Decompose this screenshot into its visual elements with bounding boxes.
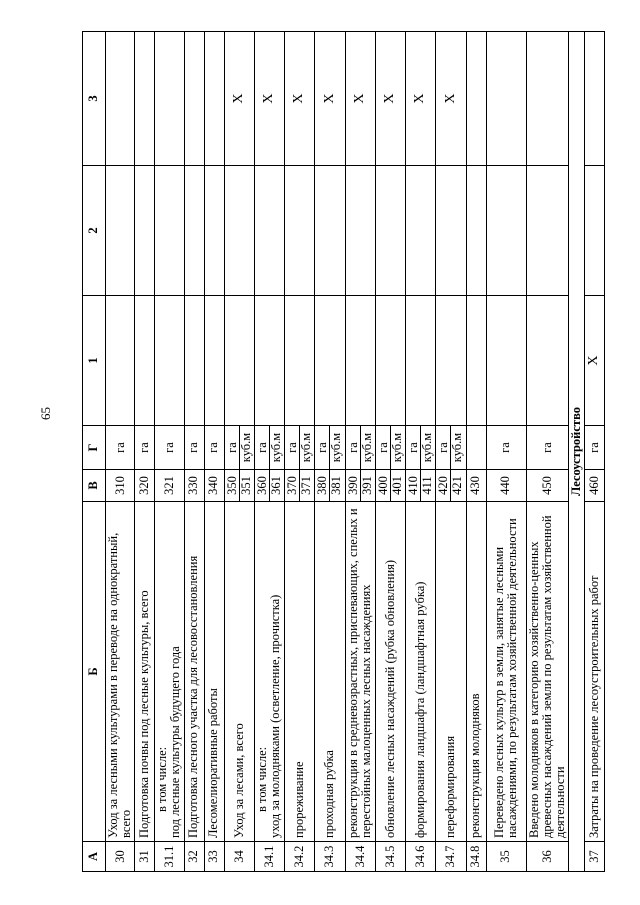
indicator-text: Лесомелиоративные работы (206, 688, 221, 838)
cell-row-code: 34.3 (315, 842, 345, 872)
unit-2: куб.м (239, 426, 253, 469)
cell-col-3 (204, 32, 224, 166)
cell-col-2 (155, 166, 184, 296)
cell-unit (345, 426, 375, 470)
cell-unit (155, 426, 184, 470)
indicator-text: Введено молодняков в категорию хозяйственно-ценных древесных насаждений земли по результатам хозяйственной деятельности (526, 515, 567, 838)
unit: га (539, 442, 554, 453)
cell-unit (224, 426, 254, 470)
cell-line-code (436, 470, 466, 502)
cell-line-code (106, 470, 135, 502)
cell-col-1 (204, 296, 224, 426)
header-cell-1: 1 (83, 296, 106, 426)
indicator-text: Уход за лесами, всего (231, 723, 246, 838)
cell-indicator-name (285, 502, 315, 842)
line-code: 320 (137, 476, 152, 495)
section-row (568, 32, 584, 872)
cell-col-3: X (436, 32, 466, 166)
cell-line-code (526, 470, 568, 502)
cell-indicator-name (375, 502, 405, 842)
table-row (106, 32, 135, 872)
cell-unit (486, 426, 526, 470)
cell-col-3 (486, 32, 526, 166)
section-title: Лесоустройство (568, 32, 584, 872)
unit: га (345, 442, 360, 453)
indicator-text: Подготовка почвы под лесные культуры, всего (137, 590, 152, 838)
indicator-text: проходная рубка (322, 750, 337, 838)
cell-col-1 (526, 296, 568, 426)
cell-col-2 (135, 166, 155, 296)
indicator-text: под лесные культуры будущего года (168, 646, 183, 838)
cell-indicator-name (224, 502, 254, 842)
line-code: 350 (224, 476, 239, 495)
cell-row-code: 33 (204, 842, 224, 872)
cell-col-2 (466, 166, 486, 296)
table-row (466, 32, 486, 872)
indicator-prefix: в том числе: (255, 746, 270, 812)
cell-row-code: 34.4 (345, 842, 375, 872)
cell-line-code (315, 470, 345, 502)
cell-row-code: 37 (585, 842, 605, 872)
cell-row-code: 34.8 (466, 842, 486, 872)
cell-line-code (345, 470, 375, 502)
cell-line-code (375, 470, 405, 502)
cell-indicator-name (436, 502, 466, 842)
cell-indicator-name (135, 502, 155, 842)
cell-row-code: 34.2 (285, 842, 315, 872)
cell-line-code (155, 470, 184, 502)
cell-unit (375, 426, 405, 470)
cell-indicator-name (254, 502, 284, 842)
cell-col-1 (106, 296, 135, 426)
cell-col-2 (106, 166, 135, 296)
unit-2: куб.м (269, 426, 283, 469)
cell-col-2 (285, 166, 315, 296)
cell-indicator-name (486, 502, 526, 842)
table-row (254, 32, 284, 872)
line-code: 460 (586, 476, 601, 495)
cell-col-1 (315, 296, 345, 426)
header-cell-b: Б (83, 502, 106, 842)
cell-col-1 (135, 296, 155, 426)
cell-line-code (466, 470, 486, 502)
cell-col-3: X (375, 32, 405, 166)
line-code: 340 (206, 476, 221, 495)
cell-row-code: 34.1 (254, 842, 284, 872)
cell-unit (436, 426, 466, 470)
header-cell-g: Г (83, 426, 106, 470)
indicator-text: уход за молодняками (осветление, прочистка) (268, 594, 283, 838)
cell-col-1 (254, 296, 284, 426)
cell-col-2 (204, 166, 224, 296)
table-row (436, 32, 466, 872)
header-cell-a: А (83, 842, 106, 872)
cell-col-1 (345, 296, 375, 426)
cell-unit (406, 426, 436, 470)
cell-col-1 (224, 296, 254, 426)
cell-line-code (204, 470, 224, 502)
cell-col-3 (585, 32, 605, 166)
cell-indicator-name (345, 502, 375, 842)
header-cell-2: 2 (83, 166, 106, 296)
cell-col-2 (184, 166, 204, 296)
cell-col-2 (406, 166, 436, 296)
cell-row-code: 35 (486, 842, 526, 872)
cell-col-3 (184, 32, 204, 166)
cell-col-2 (526, 166, 568, 296)
cell-row-code: 34 (224, 842, 254, 872)
cell-col-3: X (224, 32, 254, 166)
unit-2: куб.м (420, 426, 434, 469)
unit: га (498, 442, 513, 453)
cell-row-code: 31 (135, 842, 155, 872)
unit-2: куб.м (390, 426, 404, 469)
table-row (155, 32, 184, 872)
indicator-text: прореживание (292, 761, 307, 838)
report-table (82, 31, 605, 872)
cell-unit (315, 426, 345, 470)
unit: га (375, 442, 390, 453)
cell-unit (254, 426, 284, 470)
cell-row-code: 31.1 (155, 842, 184, 872)
unit: га (224, 442, 239, 453)
line-code: 330 (186, 476, 201, 495)
cell-col-2 (486, 166, 526, 296)
cell-unit (106, 426, 135, 470)
cell-line-code (486, 470, 526, 502)
cell-indicator-name (406, 502, 436, 842)
cell-col-2 (224, 166, 254, 296)
cell-indicator-name (585, 502, 605, 842)
header-cell-3: 3 (83, 32, 106, 166)
unit-2: куб.м (329, 426, 343, 469)
cell-col-3: X (254, 32, 284, 166)
line-code: 380 (315, 476, 330, 495)
cell-col-1 (285, 296, 315, 426)
cell-col-1: X (585, 296, 605, 426)
table-body (106, 32, 605, 872)
indicator-text: Уход за лесными культурами в переводе на однократный, всего (106, 532, 134, 838)
line-code-2: 351 (239, 470, 253, 501)
cell-unit (285, 426, 315, 470)
cell-row-code: 36 (526, 842, 568, 872)
indicator-text: Затраты на проведение лесоустроительных работ (586, 575, 601, 838)
unit: га (161, 442, 176, 453)
line-code: 440 (498, 476, 513, 495)
table-row (486, 32, 526, 872)
line-code: 450 (539, 476, 554, 495)
unit: га (586, 442, 601, 453)
cell-col-1 (184, 296, 204, 426)
cell-line-code (585, 470, 605, 502)
line-code-2: 381 (329, 470, 343, 501)
table-row (204, 32, 224, 872)
cell-col-3: X (285, 32, 315, 166)
table-row (585, 32, 605, 872)
cell-indicator-name (204, 502, 224, 842)
cell-row-code: 34.6 (406, 842, 436, 872)
table-row (184, 32, 204, 872)
indicator-text: реконструкция в средневозрастных, приспевающих, спелых и перестойных малоценных лесных насаждениях (346, 508, 374, 838)
cell-row-code: 30 (106, 842, 135, 872)
cell-indicator-name (184, 502, 204, 842)
table-row (135, 32, 155, 872)
line-code: 370 (285, 476, 299, 495)
cell-col-2 (375, 166, 405, 296)
line-code: 420 (436, 476, 451, 495)
indicator-prefix: в том числе: (155, 746, 170, 812)
line-code-2: 391 (360, 470, 374, 501)
cell-row-code: 34.7 (436, 842, 466, 872)
cell-col-1 (406, 296, 436, 426)
unit: га (285, 442, 299, 453)
table-row (315, 32, 345, 872)
cell-col-1 (466, 296, 486, 426)
cell-col-3 (526, 32, 568, 166)
cell-col-1 (155, 296, 184, 426)
cell-unit (184, 426, 204, 470)
line-code: 310 (112, 476, 127, 495)
indicator-text: переформирования (443, 735, 458, 838)
cell-line-code (184, 470, 204, 502)
line-code: 410 (406, 476, 420, 495)
table-row (224, 32, 254, 872)
page-number: 65 (38, 407, 53, 420)
table-row (375, 32, 405, 872)
table-row (285, 32, 315, 872)
cell-col-3 (135, 32, 155, 166)
line-code: 321 (161, 476, 176, 495)
unit: га (436, 442, 451, 453)
cell-col-2 (254, 166, 284, 296)
table-row (526, 32, 568, 872)
indicator-text: формирования ландшафта (ландшафтная рубка) (413, 581, 428, 838)
cell-col-1 (486, 296, 526, 426)
cell-col-1 (436, 296, 466, 426)
cell-unit (466, 426, 486, 470)
unit-2: куб.м (450, 426, 464, 469)
rotated-table-container (82, 32, 640, 872)
cell-unit (585, 426, 605, 470)
table-row (345, 32, 375, 872)
unit-2: куб.м (360, 426, 374, 469)
cell-col-2 (585, 166, 605, 296)
unit: га (112, 442, 127, 453)
header-cell-v: В (83, 470, 106, 502)
cell-unit (526, 426, 568, 470)
unit: га (186, 442, 201, 453)
unit-2: куб.м (299, 426, 313, 469)
cell-indicator-name (466, 502, 486, 842)
cell-col-3: X (345, 32, 375, 166)
cell-col-3 (466, 32, 486, 166)
cell-line-code (135, 470, 155, 502)
line-code-2: 411 (420, 470, 434, 501)
unit: га (315, 442, 330, 453)
line-code: 400 (375, 476, 390, 495)
line-code: 360 (254, 476, 269, 495)
table-row (406, 32, 436, 872)
cell-indicator-name (526, 502, 568, 842)
cell-line-code (224, 470, 254, 502)
unit: га (137, 442, 152, 453)
indicator-text: Переведено лесных культур в земли, занятые лесными насаждениями, по результатам хозяйственной деятельности (491, 518, 519, 838)
indicator-text: обновление лесных насаждений (рубка обновления) (382, 559, 397, 838)
header-row (83, 32, 106, 872)
cell-indicator-name (155, 502, 184, 842)
line-code-2: 421 (450, 470, 464, 501)
line-code: 390 (345, 476, 360, 495)
unit: га (206, 442, 221, 453)
indicator-text: реконструкция молодняков (468, 693, 483, 838)
cell-indicator-name (315, 502, 345, 842)
line-code-2: 401 (390, 470, 404, 501)
line-code-2: 361 (269, 470, 283, 501)
cell-col-3 (155, 32, 184, 166)
cell-unit (204, 426, 224, 470)
cell-col-1 (375, 296, 405, 426)
cell-col-2 (436, 166, 466, 296)
unit: га (406, 442, 420, 453)
indicator-text: Подготовка лесного участка для лесовосстановления (186, 555, 201, 838)
cell-unit (135, 426, 155, 470)
cell-line-code (254, 470, 284, 502)
line-code: 430 (468, 476, 483, 495)
cell-col-3: X (315, 32, 345, 166)
cell-row-code: 32 (184, 842, 204, 872)
cell-col-2 (315, 166, 345, 296)
cell-indicator-name (106, 502, 135, 842)
cell-line-code (285, 470, 315, 502)
line-code-2: 371 (299, 470, 313, 501)
cell-col-3 (106, 32, 135, 166)
cell-col-2 (345, 166, 375, 296)
cell-row-code: 34.5 (375, 842, 405, 872)
cell-line-code (406, 470, 436, 502)
cell-col-3: X (406, 32, 436, 166)
unit: га (254, 442, 269, 453)
